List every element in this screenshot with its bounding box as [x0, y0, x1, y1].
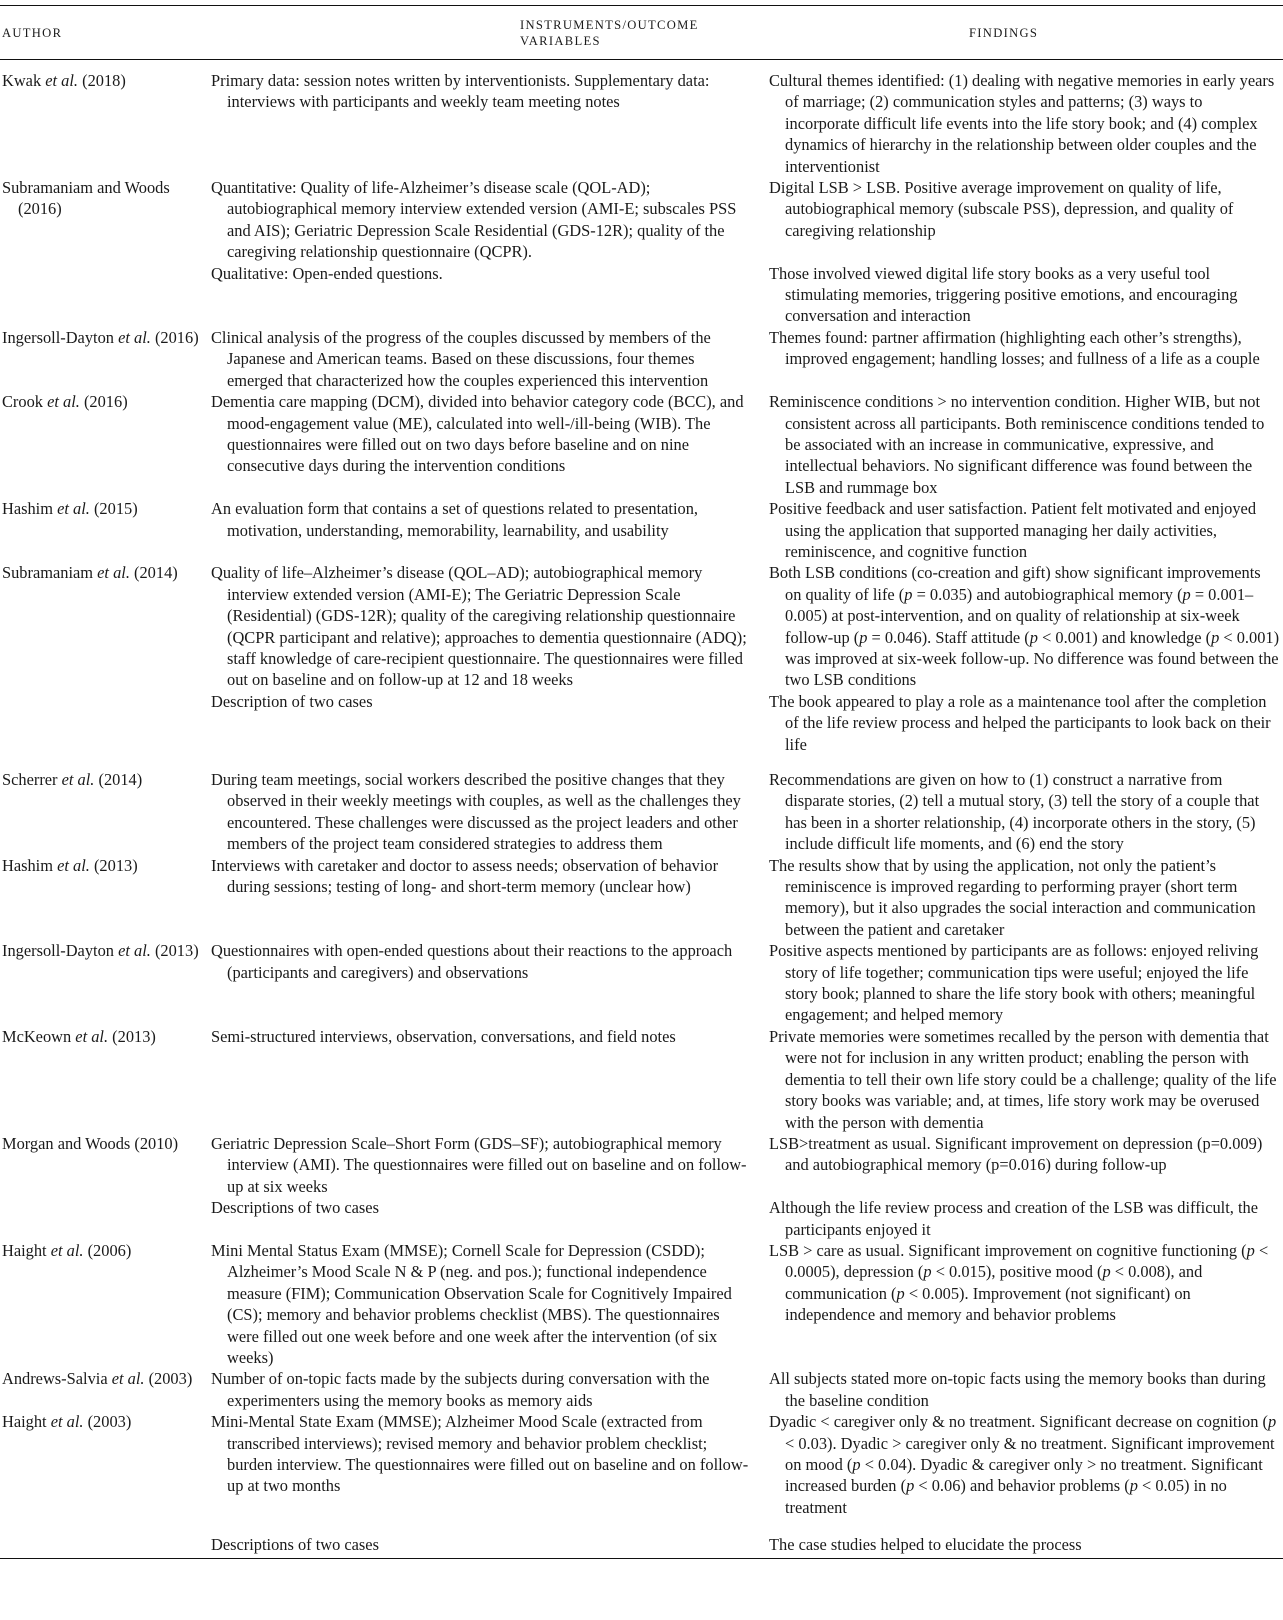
instruments-cell-text: Descriptions of two cases [211, 1198, 379, 1218]
table-row [0, 562, 1283, 690]
instruments-cell-text: Interviews with caretaker and doctor to assess needs; observation of behavior during sessions; testing of long- and short-term memory (unclear how) [211, 855, 719, 897]
findings-cell-text: Both LSB conditions (co-creation and gift) show significant improvements on quality of life (p = 0.035) and autobiographical memory (p = 0.001–0.005) at post-intervention, and on quality of relationship at six-week follow-up (p = 0.046). Staff attitude (p < 0.001) and knowledge (p < 0.001) was improved at six-week follow-up. No difference was found between the two LSB conditions [769, 563, 1280, 690]
findings-cell [759, 1411, 1283, 1534]
table-row [0, 327, 1283, 391]
header-instruments: INSTRUMENTS/OUTCOME VARIABLES [207, 6, 759, 60]
findings-cell-text: LSB>treatment as usual. Significant improvement on depression (p=0.009) and autobiographical memory (p=0.016) during follow-up [769, 1133, 1263, 1175]
instruments-cell-text: Clinical analysis of the progress of the couples discussed by members of the Japanese and American teams. Based on these discussions, four themes emerged that characterized how the couples experienced this intervention [211, 327, 711, 390]
author-cell [0, 769, 207, 855]
author-cell-text: Kwak et al. (2018) [2, 71, 126, 90]
instruments-cell [207, 1197, 759, 1240]
author-cell [0, 391, 207, 498]
findings-table [0, 5, 1283, 1559]
author-cell [0, 1411, 207, 1534]
instruments-cell [207, 1411, 759, 1534]
findings-cell-text: The results show that by using the application, not only the patient’s reminiscence is improved regarding to performing prayer (short term memory), but it also upgrades the social interaction and communication between the patient and caretaker [769, 855, 1256, 939]
findings-cell-text: The book appeared to play a role as a maintenance tool after the completion of the life review process and helped the participants to look back on their life [769, 691, 1271, 754]
author-cell [0, 1368, 207, 1411]
findings-cell-text: Those involved viewed digital life story books as a very useful tool stimulating memories, triggering positive emotions, and encouraging conversation and interaction [769, 263, 1238, 326]
instruments-cell [207, 1133, 759, 1197]
instruments-cell-text: Mini-Mental State Exam (MMSE); Alzheimer Mood Scale (extracted from transcribed interviews); revised memory and behavior problem checklist; burden interview. The questionnaires were filled out on baseline and on follow-up at two months [211, 1412, 749, 1496]
table-row [0, 1240, 1283, 1368]
author-cell [0, 940, 207, 1026]
instruments-cell [207, 60, 759, 178]
table-row [0, 263, 1283, 327]
header-findings: FINDINGS [759, 6, 1283, 60]
table-row [0, 1368, 1283, 1411]
findings-cell-text: Dyadic < caregiver only & no treatment. Significant decrease on cognition (p < 0.03). Dyadic > caregiver only & no treatment. Significant improvement on mood (p < 0.04). Dyadic & caregiver only > no treatment. Significant increased burden (p < 0.06) and behavior problems (p < 0.05) in no treatment [769, 1412, 1277, 1517]
author-cell [0, 327, 207, 391]
table-row [0, 498, 1283, 562]
author-cell-text: Hashim et al. (2013) [2, 855, 138, 875]
table-row [0, 1534, 1283, 1558]
findings-cell-text: Cultural themes identified: (1) dealing with negative memories in early years of marriage; (2) communication styles and patterns; (3) ways to incorporate difficult life events into the life story book; and (4) complex dynamics of hierarchy in the relationship between older couples and the interventionist [769, 71, 1275, 176]
author-cell [0, 263, 207, 327]
author-cell [0, 1534, 207, 1558]
header-author: AUTHOR [0, 6, 207, 60]
instruments-cell [207, 391, 759, 498]
table-row [0, 1133, 1283, 1197]
findings-cell-text: Positive feedback and user satisfaction. Patient felt motivated and enjoyed using the application that supported managing her daily activities, reminiscence, and cognitive function [769, 499, 1257, 561]
author-cell-text: Scherrer et al. (2014) [2, 770, 143, 789]
author-cell [0, 562, 207, 690]
findings-cell-text: LSB > care as usual. Significant improvement on cognitive functioning (p < 0.0005), depression (p < 0.015), positive mood (p < 0.008), and communication (p < 0.005). Improvement (not significant) on independence and memory and behavior problems [769, 1240, 1269, 1325]
instruments-cell [207, 1240, 759, 1368]
instruments-cell [207, 327, 759, 391]
table-row [0, 1411, 1283, 1534]
findings-cell [759, 1368, 1283, 1411]
findings-cell [759, 1026, 1283, 1133]
author-cell-text: Haight et al. (2006) [2, 1240, 132, 1260]
findings-cell-text: Although the life review process and creation of the LSB was difficult, the participants enjoyed it [769, 1198, 1259, 1239]
instruments-cell [207, 1026, 759, 1133]
author-cell-text: Ingersoll-Dayton et al. (2013) [2, 941, 199, 961]
author-cell-text: Haight et al. (2003) [2, 1412, 132, 1432]
instruments-cell [207, 855, 759, 941]
table-row [0, 391, 1283, 498]
findings-cell-text: Digital LSB > LSB. Positive average improvement on quality of life, autobiographical memory (subscale PSS), depression, and quality of caregiving relationship [769, 178, 1234, 240]
instruments-cell [207, 562, 759, 690]
findings-cell-text: Themes found: partner affirmation (highlighting each other’s strengths), improved engagement; handling losses; and fullness of a life as a couple [769, 327, 1260, 369]
instruments-cell [207, 691, 759, 769]
findings-cell [759, 498, 1283, 562]
author-cell [0, 855, 207, 941]
author-cell-text: Subramaniam and Woods (2016) [2, 178, 170, 219]
author-cell-text: McKeown et al. (2013) [2, 1026, 156, 1046]
findings-cell [759, 1133, 1283, 1197]
findings-cell-text: Reminiscence conditions > no intervention condition. Higher WIB, but not consistent across all participants. Both reminiscence conditions tended to be associated with an increase in communicative, expressive, and intellectual behaviors. No significant difference was found between the LSB and rummage box [769, 392, 1265, 497]
instruments-cell-text: Quality of life–Alzheimer’s disease (QOL–AD); autobiographical memory interview extended version (AMI-E); The Geriatric Depression Scale (Residential) (GDS-12R); quality of the caregiving relationship questionnaire (QCPR participant and relative); approaches to dementia questionnaire (ADQ); staff knowledge of care-recipient questionnaire. The questionnaires were filled out on baseline and on follow-up at 12 and 18 weeks [211, 563, 747, 690]
instruments-cell [207, 940, 759, 1026]
table-row [0, 60, 1283, 178]
findings-cell-text: Private memories were sometimes recalled by the person with dementia that were not for inclusion in any written product; enabling the person with dementia to tell their own life story could be a challenge; quality of the life story books was variable; and, at times, life story work may be overused with the person with dementia [769, 1026, 1277, 1132]
findings-cell [759, 1534, 1283, 1558]
author-cell [0, 1197, 207, 1240]
instruments-cell-text: During team meetings, social workers described the positive changes that they observed in their weekly meetings with couples, as well as the challenges they encountered. These challenges were discussed as the project leaders and other members of the project team considered strategies to address them [211, 770, 741, 854]
findings-cell-text: Recommendations are given on how to (1) construct a narrative from disparate stories, (2) tell a mutual story, (3) tell the story of a couple that has been in a shorter relationship, (4) incorporate others in the story, (5) include difficult life moments, and (6) end the story [769, 770, 1260, 854]
instruments-cell [207, 263, 759, 327]
instruments-cell-text: Questionnaires with open-ended questions about their reactions to the approach (participants and caregivers) and observations [211, 941, 733, 982]
author-cell [0, 177, 207, 263]
findings-cell [759, 327, 1283, 391]
author-cell [0, 691, 207, 769]
findings-cell [759, 60, 1283, 178]
instruments-cell [207, 1368, 759, 1411]
findings-cell [759, 691, 1283, 769]
author-cell-text: Subramaniam et al. (2014) [2, 563, 178, 583]
table-body [0, 60, 1283, 1559]
author-cell-text: Ingersoll-Dayton et al. (2016) [2, 327, 199, 347]
instruments-cell-text: Qualitative: Open-ended questions. [211, 263, 443, 283]
findings-cell-text: The case studies helped to elucidate the process [769, 1535, 1082, 1555]
author-cell [0, 1026, 207, 1133]
findings-cell [759, 940, 1283, 1026]
table-row [0, 940, 1283, 1026]
findings-cell [759, 562, 1283, 690]
author-cell [0, 1240, 207, 1368]
instruments-cell [207, 498, 759, 562]
instruments-cell-text: Primary data: session notes written by interventionists. Supplementary data: interviews with participants and weekly team meeting notes [211, 71, 710, 112]
findings-cell [759, 1197, 1283, 1240]
table-row [0, 177, 1283, 263]
instruments-cell [207, 1534, 759, 1558]
table-row [0, 1026, 1283, 1133]
table-row [0, 1197, 1283, 1240]
table-row [0, 769, 1283, 855]
author-cell [0, 1133, 207, 1197]
instruments-cell-text: Mini Mental Status Exam (MMSE); Cornell Scale for Depression (CSDD); Alzheimer’s Mood Scale N & P (neg. and pos.); functional independence measure (FIM); Communication Observation Scale for Cognitively Impaired (CS); memory and behavior problems checklist (MBS). The questionnaires were filled out one week before and one week after the intervention (of six weeks) [211, 1240, 732, 1367]
instruments-cell-text: Quantitative: Quality of life-Alzheimer’s disease scale (QOL-AD); autobiographical memory interview extended version (AMI-E; subscales PSS and AIS); Geriatric Depression Scale Residential (GDS-12R); quality of the caregiving relationship questionnaire (QCPR). [211, 178, 737, 262]
author-cell-text: Morgan and Woods (2010) [2, 1133, 179, 1153]
findings-cell [759, 177, 1283, 263]
table-header-row [0, 6, 1283, 60]
findings-cell [759, 391, 1283, 498]
instruments-cell-text: Dementia care mapping (DCM), divided into behavior category code (BCC), and mood-engagement value (ME), calculated into well-/ill-being (WIB). The questionnaires were filled out on two days before baseline and on nine consecutive days during the intervention conditions [211, 392, 744, 476]
instruments-cell-text: An evaluation form that contains a set of questions related to presentation, motivation, understanding, memorability, learnability, and usability [211, 499, 699, 540]
instruments-cell-text: Semi-structured interviews, observation, conversations, and field notes [211, 1026, 676, 1046]
author-cell [0, 498, 207, 562]
instruments-cell-text: Description of two cases [211, 691, 373, 711]
findings-cell [759, 769, 1283, 855]
findings-cell-text: Positive aspects mentioned by participants are as follows: enjoyed reliving story of life together; communication tips were useful; enjoyed the life story book; planned to share the life story book with others; meaningful engagement; and helped memory [769, 941, 1259, 1025]
instruments-cell-text: Descriptions of two cases [211, 1535, 379, 1555]
table-row [0, 855, 1283, 941]
author-cell-text: Crook et al. (2016) [2, 392, 128, 412]
instruments-cell [207, 769, 759, 855]
findings-cell [759, 263, 1283, 327]
table-row [0, 691, 1283, 769]
findings-cell [759, 1240, 1283, 1368]
author-cell-text: Hashim et al. (2015) [2, 499, 138, 519]
instruments-cell-text: Geriatric Depression Scale–Short Form (GDS–SF); autobiographical memory interview (AMI). The questionnaires were filled out on baseline and on follow-up at six weeks [211, 1133, 747, 1196]
instruments-cell [207, 177, 759, 263]
instruments-cell-text: Number of on-topic facts made by the subjects during conversation with the experimenters using the memory books as memory aids [211, 1369, 710, 1410]
author-cell-text: Andrews-Salvia et al. (2003) [2, 1369, 193, 1389]
findings-cell-text: All subjects stated more on-topic facts using the memory books than during the baseline condition [769, 1369, 1266, 1410]
author-cell [0, 60, 207, 178]
findings-cell [759, 855, 1283, 941]
